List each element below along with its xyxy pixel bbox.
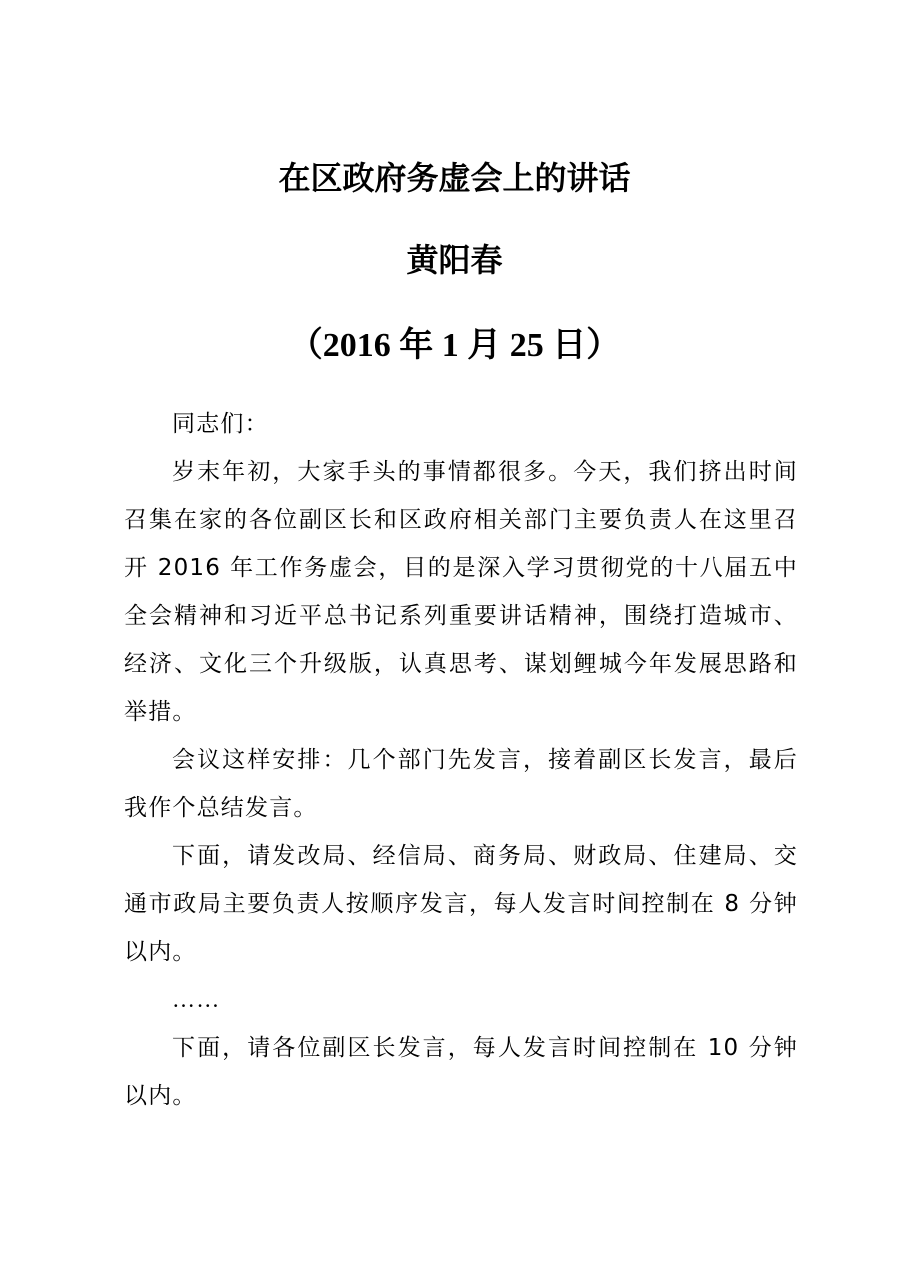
ellipsis: ……: [172, 987, 221, 1012]
speech-date: （2016 年 1 月 25 日）: [288, 327, 621, 364]
paragraph-intro: 岁末年初，大家手头的事情都很多。今天，我们挤出时间召集在家的各位副区长和区政府相关部门主要负责人在这里召开 2016 年工作务虚会，目的是深入学习贯彻党的十八届五中全会精神和习近平总书记系列重要讲话精神，围绕打造城市、经济、文化三个升级版，认真思考、谋划鲤城今年发展思路和举措。: [124, 459, 798, 725]
paragraph-vice-heads: 下面，请各位副区长发言，每人发言时间控制在 10 分钟以内。: [124, 1035, 798, 1109]
paragraph-departments: 下面，请发改局、经信局、商务局、财政局、住建局、交通市政局主要负责人按顺序发言，每人发言时间控制在 8 分钟以内。: [124, 843, 798, 965]
speaker-name: 黄阳春: [406, 241, 503, 279]
paragraph-arrangement: 会议这样安排：几个部门先发言，接着副区长发言，最后我作个总结发言。: [124, 747, 798, 821]
salutation: 同志们：: [172, 411, 269, 437]
speech-body: [124, 400, 798, 1120]
document-title: 在区政府务虚会上的讲话: [278, 159, 631, 197]
